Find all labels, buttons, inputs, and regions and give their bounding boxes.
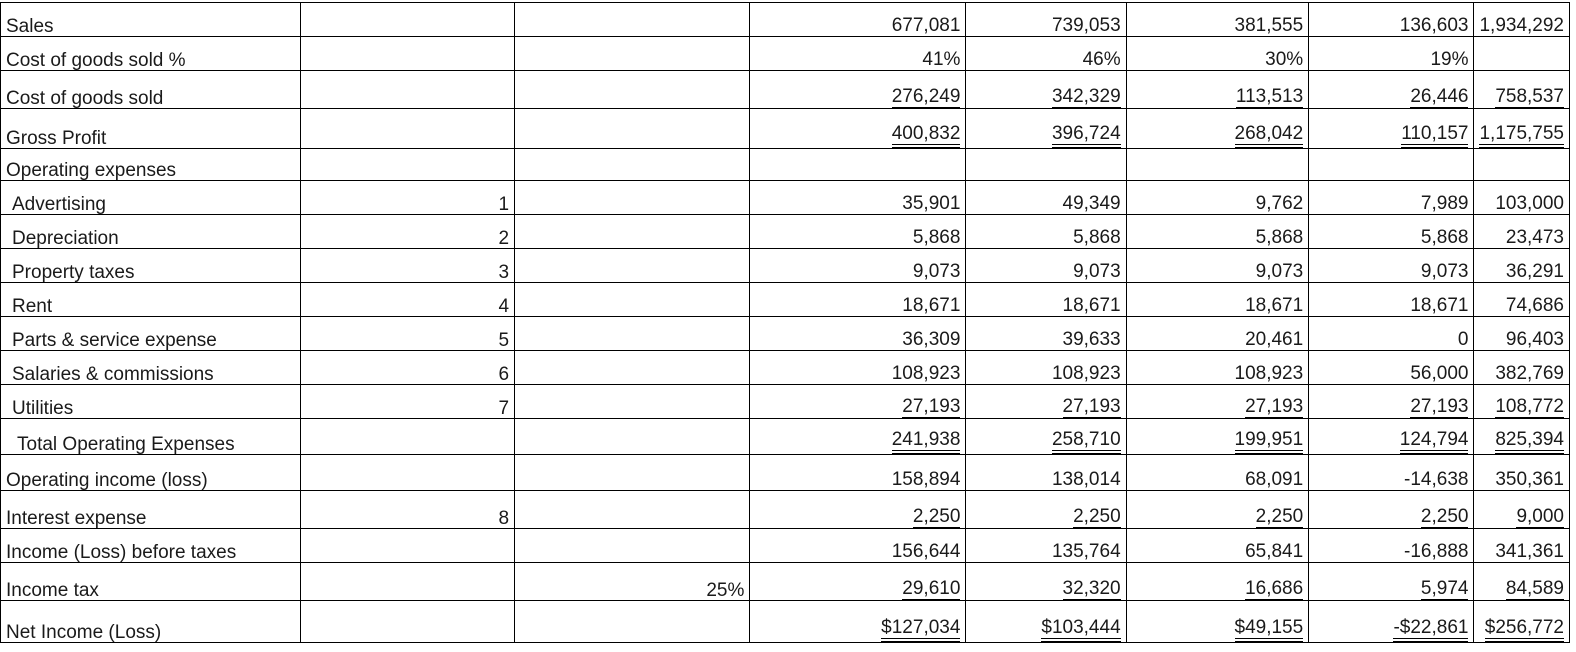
value-text: 396,724 <box>1052 124 1121 148</box>
value-text: 5,868 <box>1255 227 1304 248</box>
note-number[interactable]: 8 <box>300 491 515 529</box>
value-text: 74,686 <box>1505 295 1564 316</box>
value-cell[interactable] <box>1309 419 1474 455</box>
value-text: 1,175,755 <box>1479 124 1564 148</box>
value-text: 27,193 <box>1410 396 1469 417</box>
row-label[interactable]: Income (Loss) before taxes <box>1 529 301 563</box>
value-cell[interactable] <box>1126 419 1309 455</box>
value-cell[interactable] <box>966 249 1126 283</box>
value-text: $127,034 <box>881 618 960 642</box>
value-cell[interactable] <box>1474 601 1570 643</box>
value-cell[interactable] <box>750 419 966 455</box>
value-text: 677,081 <box>891 15 961 36</box>
value-cell[interactable] <box>750 317 966 351</box>
row-label[interactable]: Operating expenses <box>1 149 301 181</box>
row-opex-header <box>1 149 1570 181</box>
value-text: 96,403 <box>1505 329 1564 350</box>
rate-cell[interactable] <box>515 283 750 317</box>
value-text: 113,513 <box>1235 86 1304 107</box>
value-cell[interactable] <box>1309 385 1474 419</box>
value-cell[interactable] <box>1474 351 1570 385</box>
value-text: 138,014 <box>1051 469 1121 490</box>
value-cell[interactable] <box>750 455 966 491</box>
row-label[interactable]: Parts & service expense <box>1 317 301 351</box>
rate-cell[interactable] <box>515 529 750 563</box>
value-cell[interactable] <box>966 601 1126 643</box>
value-cell[interactable] <box>750 215 966 249</box>
value-text: 18,671 <box>1410 295 1469 316</box>
value-text: 16,686 <box>1245 578 1304 599</box>
value-cell[interactable] <box>1474 37 1570 71</box>
value-cell[interactable] <box>966 3 1126 37</box>
value-text: 342,329 <box>1051 86 1121 107</box>
value-text: 739,053 <box>1051 15 1121 36</box>
row-operating-income <box>1 455 1570 491</box>
row-tax <box>1 563 1570 601</box>
value-text: 56,000 <box>1410 363 1469 384</box>
value-text: 9,073 <box>1073 261 1121 282</box>
value-text: 825,394 <box>1495 430 1564 454</box>
value-text: 27,193 <box>902 396 961 417</box>
value-cell[interactable] <box>1309 149 1474 181</box>
value-cell[interactable] <box>750 71 966 109</box>
row-parts-service <box>1 317 1570 351</box>
value-cell[interactable] <box>966 215 1126 249</box>
value-cell[interactable] <box>1474 385 1570 419</box>
value-cell[interactable] <box>750 37 966 71</box>
value-cell[interactable] <box>1126 529 1309 563</box>
note-number[interactable]: 7 <box>300 385 515 419</box>
value-text: 135,764 <box>1051 541 1121 562</box>
note-number[interactable]: 2 <box>300 215 515 249</box>
row-gross-profit <box>1 109 1570 149</box>
value-text: 199,951 <box>1235 430 1304 454</box>
value-text: 36,309 <box>902 329 961 350</box>
value-cell[interactable] <box>1309 3 1474 37</box>
rate-cell[interactable] <box>515 601 750 643</box>
value-cell[interactable] <box>966 317 1126 351</box>
value-cell[interactable] <box>1309 351 1474 385</box>
value-text: $49,155 <box>1235 618 1304 642</box>
value-text: 108,923 <box>1234 363 1304 384</box>
value-text: 39,633 <box>1062 329 1121 350</box>
value-cell[interactable] <box>1309 317 1474 351</box>
value-cell[interactable] <box>1474 109 1570 149</box>
value-text: 241,938 <box>892 430 961 454</box>
value-cell[interactable] <box>1474 529 1570 563</box>
value-text: 5,974 <box>1420 578 1469 599</box>
value-cell[interactable] <box>1474 491 1570 529</box>
value-cell[interactable] <box>1474 181 1570 215</box>
value-cell[interactable] <box>966 491 1126 529</box>
value-cell[interactable] <box>1126 249 1309 283</box>
row-label[interactable]: Property taxes <box>1 249 301 283</box>
rate-cell[interactable] <box>515 215 750 249</box>
income-statement-table <box>0 2 1570 643</box>
value-text: 0 <box>1457 329 1469 350</box>
note-number[interactable] <box>300 419 515 455</box>
value-cell[interactable] <box>1126 491 1309 529</box>
value-cell[interactable] <box>1474 563 1570 601</box>
value-cell[interactable] <box>750 249 966 283</box>
row-utilities <box>1 385 1570 419</box>
value-cell[interactable] <box>1309 283 1474 317</box>
value-text: 381,555 <box>1234 15 1304 36</box>
value-cell[interactable] <box>1126 109 1309 149</box>
note-number[interactable]: 5 <box>300 317 515 351</box>
note-number[interactable]: 1 <box>300 181 515 215</box>
value-text: 68,091 <box>1245 469 1304 490</box>
value-text: 7,989 <box>1420 193 1469 214</box>
rate-cell[interactable] <box>515 37 750 71</box>
value-cell[interactable] <box>750 181 966 215</box>
row-total-opex <box>1 419 1570 455</box>
value-text: 30% <box>1265 49 1304 70</box>
value-cell[interactable] <box>1309 109 1474 149</box>
value-cell[interactable] <box>750 149 966 181</box>
value-cell[interactable] <box>1309 181 1474 215</box>
value-text: 23,473 <box>1505 227 1564 248</box>
value-text: 9,000 <box>1516 506 1564 527</box>
value-text: 5,868 <box>1420 227 1469 248</box>
value-text: 1,934,292 <box>1479 15 1564 36</box>
value-cell[interactable] <box>966 385 1126 419</box>
value-text: 5,868 <box>912 227 961 248</box>
value-cell[interactable] <box>750 351 966 385</box>
row-interest <box>1 491 1570 529</box>
value-cell[interactable] <box>1126 351 1309 385</box>
value-text: $256,772 <box>1485 618 1564 642</box>
value-cell[interactable] <box>1126 181 1309 215</box>
value-text: 27,193 <box>1245 396 1304 417</box>
value-cell[interactable] <box>1474 283 1570 317</box>
row-label[interactable]: Net Income (Loss) <box>1 601 301 643</box>
note-number[interactable] <box>300 3 515 37</box>
value-text: 49,349 <box>1062 193 1121 214</box>
note-number[interactable]: 6 <box>300 351 515 385</box>
value-cell[interactable] <box>1474 149 1570 181</box>
rate-cell[interactable] <box>515 249 750 283</box>
value-text: 84,589 <box>1505 578 1564 599</box>
value-cell[interactable] <box>966 71 1126 109</box>
value-cell[interactable] <box>1474 71 1570 109</box>
value-cell[interactable] <box>1474 455 1570 491</box>
value-cell[interactable] <box>1309 215 1474 249</box>
value-cell[interactable] <box>1309 491 1474 529</box>
value-text: 2,250 <box>1420 506 1469 527</box>
rate-cell[interactable] <box>515 109 750 149</box>
note-number[interactable] <box>300 37 515 71</box>
row-label[interactable]: Operating income (loss) <box>1 455 301 491</box>
value-text: 18,671 <box>1062 295 1121 316</box>
value-text: 2,250 <box>1255 506 1304 527</box>
value-text: 20,461 <box>1245 329 1304 350</box>
value-text: 350,361 <box>1495 469 1564 490</box>
value-cell[interactable] <box>1309 601 1474 643</box>
value-text: 103,000 <box>1495 193 1564 214</box>
row-label[interactable]: Gross Profit <box>1 109 301 149</box>
value-text: 758,537 <box>1495 86 1564 107</box>
row-label[interactable]: Interest expense <box>1 491 301 529</box>
value-cell[interactable] <box>966 455 1126 491</box>
value-text: 27,193 <box>1062 396 1121 417</box>
value-cell[interactable] <box>966 351 1126 385</box>
value-text: 110,157 <box>1401 124 1468 148</box>
value-text: 258,710 <box>1052 430 1121 454</box>
value-text: 136,603 <box>1399 15 1469 36</box>
value-cell[interactable] <box>1126 317 1309 351</box>
value-text: 156,644 <box>891 541 961 562</box>
row-salaries <box>1 351 1570 385</box>
value-text: 32,320 <box>1062 578 1121 599</box>
row-label[interactable]: Depreciation <box>1 215 301 249</box>
value-text: 9,073 <box>912 261 961 282</box>
value-text: 108,772 <box>1495 396 1564 417</box>
note-number[interactable] <box>300 71 515 109</box>
rate-cell[interactable] <box>515 351 750 385</box>
value-text: 268,042 <box>1235 124 1304 148</box>
rate-cell[interactable] <box>515 317 750 351</box>
row-label[interactable]: Total Operating Expenses <box>1 419 301 455</box>
value-cell[interactable] <box>1126 563 1309 601</box>
value-cell[interactable] <box>1474 3 1570 37</box>
value-cell[interactable] <box>750 3 966 37</box>
value-text: 18,671 <box>1245 295 1304 316</box>
rate-cell[interactable] <box>515 491 750 529</box>
value-text: 2,250 <box>1073 506 1121 527</box>
value-cell[interactable] <box>966 181 1126 215</box>
value-cell[interactable] <box>750 601 966 643</box>
value-text: 26,446 <box>1410 86 1469 107</box>
rate-cell[interactable] <box>515 419 750 455</box>
value-text: 65,841 <box>1245 541 1304 562</box>
row-label[interactable]: Cost of goods sold % <box>1 37 301 71</box>
value-text: 9,762 <box>1255 193 1304 214</box>
rate-cell[interactable] <box>515 149 750 181</box>
value-text: 36,291 <box>1505 261 1564 282</box>
value-text: 341,361 <box>1495 541 1564 562</box>
row-advertising <box>1 181 1570 215</box>
value-cell[interactable] <box>1126 385 1309 419</box>
value-cell[interactable] <box>750 283 966 317</box>
value-cell[interactable] <box>966 529 1126 563</box>
value-cell[interactable] <box>966 37 1126 71</box>
value-cell[interactable] <box>750 109 966 149</box>
value-text: 108,923 <box>1051 363 1121 384</box>
value-cell[interactable] <box>750 385 966 419</box>
value-text: 9,073 <box>1255 261 1304 282</box>
row-label[interactable]: Salaries & commissions <box>1 351 301 385</box>
row-label[interactable]: Sales <box>1 3 301 37</box>
value-text: 19% <box>1430 49 1469 70</box>
value-text: $103,444 <box>1041 618 1120 642</box>
note-number[interactable] <box>300 109 515 149</box>
value-text: -14,638 <box>1404 469 1469 490</box>
rate-cell[interactable] <box>515 455 750 491</box>
note-number[interactable] <box>300 149 515 181</box>
value-text: -16,888 <box>1404 541 1469 562</box>
value-cell[interactable] <box>750 529 966 563</box>
value-cell[interactable] <box>1474 317 1570 351</box>
value-cell[interactable] <box>966 283 1126 317</box>
value-cell[interactable] <box>1309 37 1474 71</box>
value-text: 5,868 <box>1073 227 1121 248</box>
value-cell[interactable] <box>1309 71 1474 109</box>
statement-rows <box>1 3 1570 643</box>
row-cogs-pct <box>1 37 1570 71</box>
row-sales <box>1 3 1570 37</box>
row-label[interactable]: Rent <box>1 283 301 317</box>
value-cell[interactable] <box>1474 419 1570 455</box>
value-cell[interactable] <box>1126 455 1309 491</box>
row-label[interactable]: Cost of goods sold <box>1 71 301 109</box>
value-cell[interactable] <box>1126 37 1309 71</box>
value-text: 9,073 <box>1420 261 1469 282</box>
note-number[interactable] <box>300 455 515 491</box>
row-label[interactable]: Utilities <box>1 385 301 419</box>
value-cell[interactable] <box>750 563 966 601</box>
rate-cell[interactable] <box>515 3 750 37</box>
value-cell[interactable] <box>966 419 1126 455</box>
value-text: 35,901 <box>902 193 961 214</box>
value-cell[interactable] <box>1126 601 1309 643</box>
value-cell[interactable] <box>1126 71 1309 109</box>
value-cell[interactable] <box>1474 215 1570 249</box>
value-cell[interactable] <box>1309 563 1474 601</box>
value-cell[interactable] <box>966 563 1126 601</box>
row-rent <box>1 283 1570 317</box>
value-cell[interactable] <box>1474 249 1570 283</box>
value-cell[interactable] <box>750 491 966 529</box>
value-cell[interactable] <box>1309 455 1474 491</box>
note-number[interactable] <box>300 529 515 563</box>
value-text: -$22,861 <box>1393 618 1468 642</box>
note-number[interactable] <box>300 563 515 601</box>
value-cell[interactable] <box>1309 529 1474 563</box>
value-text: 124,794 <box>1400 430 1469 454</box>
value-text: 29,610 <box>902 578 961 599</box>
value-text: 41% <box>922 49 961 70</box>
row-label[interactable]: Income tax <box>1 563 301 601</box>
rate-cell[interactable] <box>515 181 750 215</box>
row-cogs <box>1 71 1570 109</box>
value-text: 400,832 <box>892 124 961 148</box>
row-net-income <box>1 601 1570 643</box>
value-text: 382,769 <box>1495 363 1564 384</box>
row-property-taxes <box>1 249 1570 283</box>
value-text: 46% <box>1082 49 1121 70</box>
value-cell[interactable] <box>1126 283 1309 317</box>
note-number[interactable]: 4 <box>300 283 515 317</box>
value-cell[interactable] <box>966 149 1126 181</box>
value-text: 108,923 <box>891 363 961 384</box>
row-pretax <box>1 529 1570 563</box>
note-number[interactable]: 3 <box>300 249 515 283</box>
value-text: 276,249 <box>891 86 961 107</box>
value-cell[interactable] <box>1309 249 1474 283</box>
rate-cell[interactable] <box>515 71 750 109</box>
row-label[interactable]: Advertising <box>1 181 301 215</box>
value-cell[interactable] <box>1126 215 1309 249</box>
rate-cell[interactable]: 25% <box>515 563 750 601</box>
value-cell[interactable] <box>1126 149 1309 181</box>
value-text: 2,250 <box>912 506 961 527</box>
value-cell[interactable] <box>966 109 1126 149</box>
note-number[interactable] <box>300 601 515 643</box>
value-cell[interactable] <box>1126 3 1309 37</box>
value-text: 18,671 <box>902 295 961 316</box>
row-depreciation <box>1 215 1570 249</box>
value-text: 158,894 <box>891 469 961 490</box>
rate-cell[interactable] <box>515 385 750 419</box>
